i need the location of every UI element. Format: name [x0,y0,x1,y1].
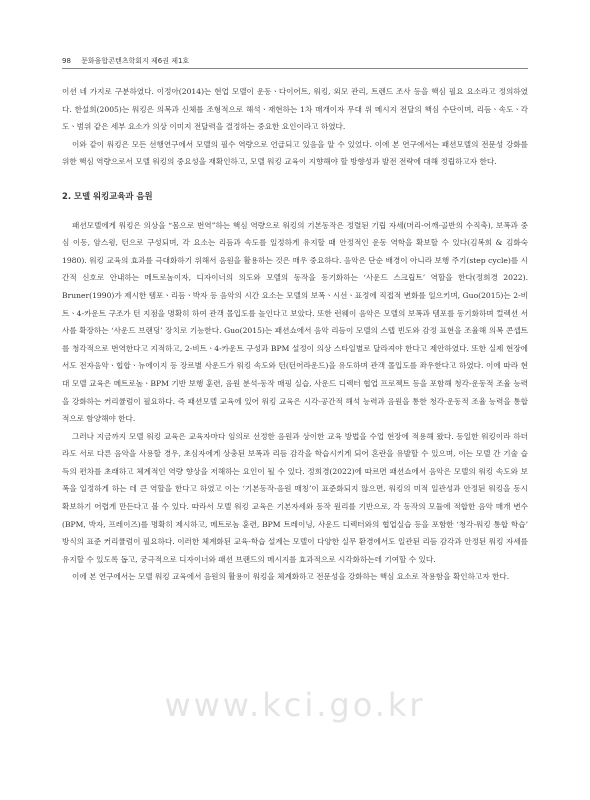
running-header [62,56,189,66]
paragraph: 이에 본 연구에서는 모델 워킹 교육에서 음원의 활용이 워킹을 체계화하고 전문성을 강화하는 핵심 요소로 작용함을 확인하고자 한다. [72,572,510,582]
page-number: 98 [62,57,71,65]
watermark-text: www.kci.go.kr [164,686,426,724]
section-heading: 2. 모델 워킹교육과 음원 [62,190,153,201]
journal-title: 문화융합콘텐츠학회지 제6권 제1호 [81,57,190,65]
paragraph: 그러나 지금까지 모델 워킹 교육은 교육자마다 임의로 선정한 음원과 상이한 교육 방법을 수업 현장에 적용해 왔다. 동일한 워킹이라 하더라도 서로 다른 음악을 사용할 경우, 초심자에게 상충된 보폭과 리듬 감각을 학습시키게 되어 혼란을 유발할 수 있으며, 이는 모델 간 기술 습득의 편차를 초래하고 체계적인 역량 향상을 저해하는 요인이 될 수 있다. 정희경(2022)에 따르면 패션쇼에서 음악은 모델의 워킹 속도와 보폭을 일정하게 하는 데 큰 역할을 한다고 하였고 이는 ‘기본동작-음원 매칭’이 표준화되지 않으면, 워킹의 미적 일관성과 안정된 워킹을 동시 확보하기 어렵게 만든다고 볼 수 있다. 따라서 모델 워킹 교육은 기본자세와 동작 원리를 기반으로, 각 동작의 모듈에 적합한 음악 매개 변수(BPM, 박자, 프레이즈)를 명확히 제시하고, 메트로놈 훈련, BPM 트레이닝, 사운드 디렉터와의 협업실습 등을 포함한 ‘청각-워킹 통합 학습’ 방식의 표준 커리큘럼이 필요하다. 이러한 체계화된 교육-학습 설계는 모델이 다양한 실무 환경에서도 일관된 리듬 감각과 안정된 워킹 자세를 유지할 수 있도록 돕고, 궁극적으로 디자이너와 패션 브랜드의 메시지를 효과적으로 시각화하는데 기여할 수 있다. [62,431,528,564]
paragraph: 패션모델에게 워킹은 의상을 “몸으로 번역”하는 핵심 역량으로 워킹의 기본동작은 정렬된 기립 자세(머리-어깨-골반의 수직축), 보폭과 중심 이동, 암스윙, 턴으로 구성되며, 각 요소는 리듬과 속도를 일정하게 유지할 때 안정적인 운동 역학을 확보할 수 있다(김복희 & 김화숙 1980). 워킹 교육의 효과를 극대화하기 위해서 음원을 활용하는 것은 매우 중요하다. 음악은 단순 배경이 아니라 보행 주기(step cycle)를 시간적 신호로 안내하는 메트로놈이자, 디자이너의 의도와 모델의 동작을 동기화하는 ‘사운드 스크립트’ 역할을 한다(정희경 2022). Bruner(1990)가 제시한 템포ㆍ리듬ㆍ박자 등 음악의 시간 요소는 모델의 보폭ㆍ시선ㆍ표정에 직접적 변화를 일으키며, Guo(2015)는 2-비트ㆍ4-카운트 구조가 턴 지점을 명확히 하여 관객 몰입도를 높인다고 보았다. 또한 런웨이 음악은 모델의 보폭과 템포를 동기화하며 컬렉션 서사를 확장하는 ‘사운드 브랜딩’ 장치로 기능한다. Guo(2015)는 패션쇼에서 음악 리듬이 모델의 스텝 빈도와 감정 표현을 조율해 의복 콘셉트를 청각적으로 번역한다고 지적하고, 2-비트ㆍ4-카운트 구성과 BPM 설정이 의상 스타일별로 달라져야 한다고 제안하였다. 또한 실제 현장에서도 전자음악ㆍ힙합ㆍ뉴에이지 등 장르별 사운드가 워킹 속도와 턴(턴어라운드)을 유도하며 관객 몰입도를 좌우한다고 하였다. 이에 따라 현대 모델 교육은 메트로놈ㆍBPM 기반 보행 훈련, 음원 분석-동작 매핑 실습, 사운드 디렉터 협업 프로젝트 등을 포함해 청각-운동적 조율 능력을 강화하는 커리큘럼이 필요하다. 즉 패션모델 교육에 있어 워킹 교육은 시각-공간적 해석 능력과 음원을 통한 청각-운동적 조율 능력을 통합적으로 함양해야 한다. [62,220,528,424]
paragraph: 이션 네 가지로 구분하였다. 이정아(2014)는 현업 모델이 운동ㆍ다이어트, 워킹, 외모 관리, 트렌드 조사 등을 핵심 필요 요소라고 정의하였다. 한설희(2005)는 워킹은 의복과 신체를 조형적으로 해석ㆍ재현하는 1차 매개이자 무대 위 메시지 전달의 핵심 수단이며, 리듬ㆍ속도ㆍ각도ㆍ범위 같은 세부 요소가 의상 이미지 전달력을 결정하는 중요한 요인이라고 하였다. [62,87,528,132]
paragraph: 이와 같이 워킹은 모든 선행연구에서 모델의 필수 역량으로 언급되고 있음을 알 수 있었다. 이에 본 연구에서는 패션모델의 전문성 강화를 위한 핵심 역량으로서 모델 워킹의 중요성을 재확인하고, 모델 워킹 교육이 지향해야 할 방향성과 발전 전략에 대해 정립하고자 한다. [62,139,528,167]
header-divider [62,68,528,69]
body-text [62,83,528,586]
